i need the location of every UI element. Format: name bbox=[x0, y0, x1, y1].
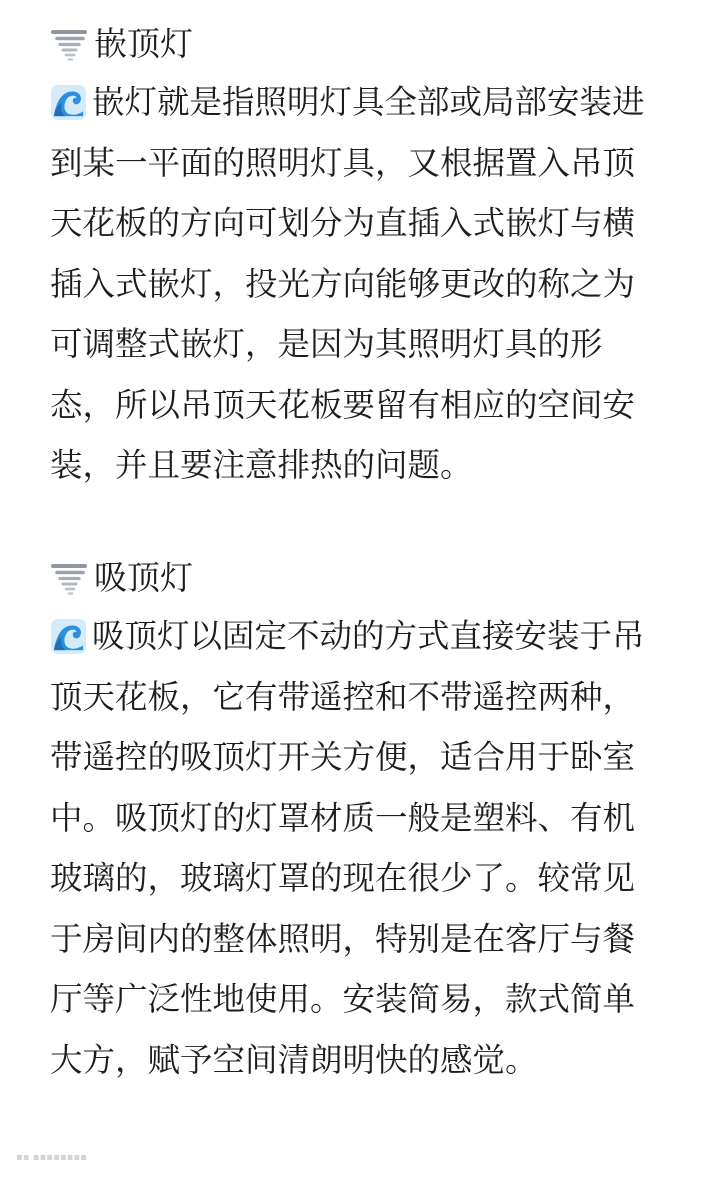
section-body bbox=[0, 606, 665, 1090]
heading-text: 吸顶灯 bbox=[94, 558, 193, 597]
section-heading bbox=[0, 550, 720, 606]
section-ceiling-light bbox=[0, 550, 720, 1090]
watermark: ▪▪ ▪▪▪▪▪▪▪▪ bbox=[16, 1152, 87, 1163]
body-text: 吸顶灯以固定不动的方式直接安装于吊顶天花板，它有带遥控和不带遥控两种，带遥控的吸顶灯开关方便，适合用于卧室中。吸顶灯的灯罩材质一般是塑料、有机玻璃的，玻璃灯罩的现在很少了。较常见于房间内的整体照明，特别是在客厅与餐厅等广泛性地使用。安装简易，款式简单大方，赋予空间清朗明快的感觉。 bbox=[50, 617, 645, 1079]
water-wave-icon bbox=[50, 84, 87, 121]
body-text: 嵌灯就是指照明灯具全部或局部安装进到某一平面的照明灯具，又根据置入吊顶天花板的方向可划分为直插入式嵌灯与横插入式嵌灯，投光方向能够更改的称之为可调整式嵌灯，是因为其照明灯具的形态，所以吊顶天花板要留有相应的空间安装，并且要注意排热的问题。 bbox=[50, 83, 645, 484]
section-body bbox=[0, 72, 665, 496]
water-wave-icon bbox=[50, 618, 87, 655]
heading-text: 嵌顶灯 bbox=[94, 24, 193, 63]
section-recessed-light bbox=[0, 16, 720, 496]
tornado-icon bbox=[50, 560, 88, 598]
tornado-icon bbox=[50, 26, 88, 64]
section-heading bbox=[0, 16, 720, 72]
